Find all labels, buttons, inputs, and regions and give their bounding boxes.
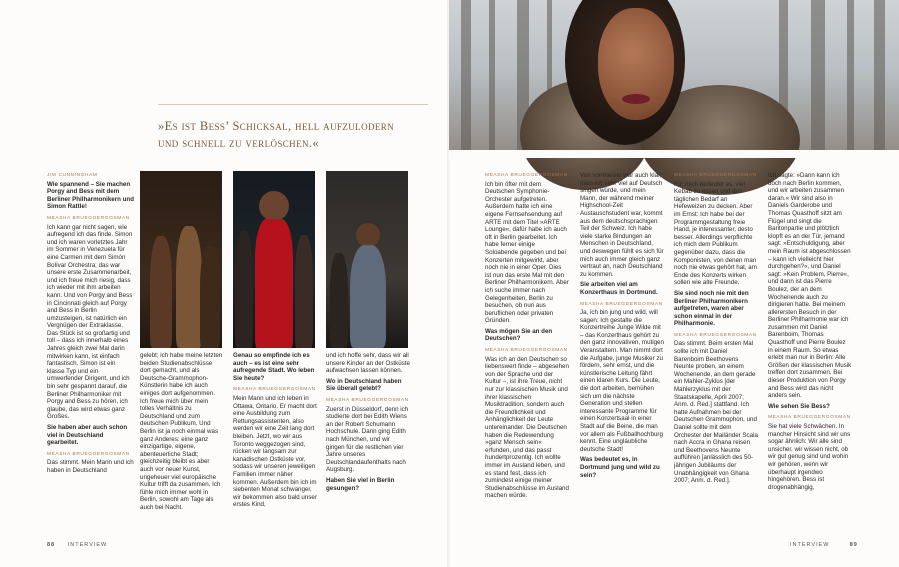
speaker-label: JIM CUNNINGHAM xyxy=(47,173,98,178)
portrait-lips xyxy=(622,94,650,104)
page-number-left: 88 xyxy=(47,542,56,548)
answer-paragraph: Ich sagte: »Dann kann ich doch nach Berlin kommen, und wir arbeiten zusammen daran.« Wir sind also in Daniels Garderobe und Thomas Quasthoff sitzt am Flügel und singt die Baritonpartie und plötzlich klopft es an der Tür, jemand sagt: »Entschuldigung, aber mein Raum ist abgeschlossen – kann ich vielleicht hier durchgehen?«, und Daniel sagt: »Kein Problem, Pierre«, und dann ist das Pierre Boulez, der an dem Wochenende auch zu dirigieren hatte. Bei meinem allerersten Besuch in der Berliner Philharmonie war ich zusammen mit Daniel Barenboim, Thomas Quasthoff und Pierre Boulez in einem Raum. So etwas erlebt man nur in Berlin: Alle Größen der klassischen Musik treffen dort zusammen. Bei dieser Produktion von Porgy and Bess wird das nicht anders sein. xyxy=(768,172,852,400)
answer-paragraph: Ja, ich bin jung und wild, will sagen: Ich gestalte die Konzertreihe Junge Wilde mit – das Konzerthaus gehört zu den ganz innovativen, mutigen Veranstaltern. Man nimmt dort die Aufgabe, junge Musiker zu fördern, sehr ernst, und die künstlerische Leitung fährt einen klaren Kurs. Die Leute, die dort arbeiten, bemühen sich um die nächste Generation und stellen interessante Programme für einen Konzertsaal in einer Stadt auf die Beine, die man vor allem als Fußballhochburg kennt. Eine ungláubliche deutsche Stadt! xyxy=(580,309,664,453)
answer-paragraph: Zuerst in Düsseldorf, denn ich studierte dort bei Edith Wiens an der Robert Schumann Hochschule. Dann ging Edith nach München, und wir gingen für die restlichen vier Jahre unseres Deutschlandaufenthalts nach Augsburg. xyxy=(326,405,409,474)
speaker-label: MEASHA BRUEGGERGOSMAN xyxy=(485,173,568,178)
answer-paragraph: gelebt; ich habe meine letzten beiden Studienabschlüsse dort gemacht, und als Deutsche-Grammophon-Künstlerin habe ich auch einiges dort aufgenommen. Ich freue mich über mein tolles Verhältnis zu Deutschland und zum deutschen Publikum. Und Berlin ist ja noch einmal was ganz Anderes: eine ganz einzigartige, eigene, abenteuerliche Stadt; gleichzeitig bleibt es aber auch vor neuer Kunst, ungeheuer viel europäische Kultur trifft da zusammen. Ich fühle mich immer wohl in Berlin, sowohl am Tage als auch bei Nacht. xyxy=(140,352,223,511)
column-1 xyxy=(47,172,134,478)
column-6 xyxy=(580,172,664,483)
page-number-right: 89 xyxy=(849,542,858,548)
question: Sie arbeiten viel am Konzerthaus in Dortmund. xyxy=(580,281,658,296)
answer-paragraph: Sie hat viele Schwächen. In mancher Hinsicht sind wir uns sogar ähnlich: Wir alle sind unsicher, wir wissen nicht, ob wir gut genug sind und wohin wir gehören, wenn wir überhaupt irgendwo hingehören. Bess ist drogenabhängig, xyxy=(768,423,851,491)
photo-bottom-edge xyxy=(449,150,899,158)
question: Genau so empfinde ich es auch – es ist eine sehr aufregende Stadt. Wo leben Sie heute? xyxy=(233,352,315,382)
answer-paragraph: Von vornherein war auch klar, dass ich sehr viel auf Deutsch singen würde, und mein Mann, der während meiner Highschool-Zeit Austauschstudent war, kommt aus dem deutschsprachigen Teil der Schweiz. Ich habe viele starke Bindungen an Menschen in Deutschland, und deswegen fühlt es sich für mich auch immer gleich ganz vertraut an, nach Deutschland zu kommen. xyxy=(580,172,664,278)
stage-photo-1 xyxy=(140,171,222,348)
answer-paragraph: und ich hoffe sehr, dass wir all unsere Kinder an der Ostküste aufwachsen lassen können. xyxy=(326,352,410,375)
speaker-label: MEASHA BRUEGGERGOSMAN xyxy=(47,451,130,457)
speaker-label: MEASHA BRUEGGERGOSMAN xyxy=(233,387,316,393)
speaker-label: MEASHA BRUEGGERGOSMAN xyxy=(47,215,130,221)
question: Was mögen Sie an den Deutschen? xyxy=(485,327,553,343)
answer-paragraph: Mein Mann und ich leben in Ottawa, Ontario. Er macht dort eine Ausbildung zum Rettungsassistenten, also werden wir eine Zeit lang dort bleiben. Jetzt, wo wir aus Toronto weggezogen sind, rücken wir langsam zur kanadischen Ostküste vor, sodass wir unseren jeweiligen Familien immer näher kommen. Außerdem bin ich im siebenten Monat schwanger, wir bekommen also bald unser erstes Kind, xyxy=(233,394,317,509)
answer-paragraph: Ich bin öfter mit dem Deutschen Symphonie-Orchester aufgetreten. Außerdem hatte ich eine eigene Fernsehsendung auf ARTE mit dem Titel »ARTE Lounge«, dafür habe ich auch oft in Berlin gearbeitet. Ich habe ferner einige Soloabende gegeben und bei Konzerten mitgewirkt, aber noch nie in einer Oper. Dies ist nun das erste Mal mit den Berliner Philharmonikern. Aber ich suche immer nach Gelegenheiten, Berlin zu besuchen, ob nun aus beruflichen oder privaten Gründen. xyxy=(485,180,569,325)
answer-paragraph: Was ich an den Deutschen so liebenswert finde – abgesehen von der Sprache und der Kultur –, ist ihre Treue, nicht nur zur klassischen Musik und ihrer klassischen Musiktradition, sondern auch die Freundlichkeit und Anhänglichkeit der Leute untereinander. Die Deutschen haben die Redewendung »ganz Mensch sein« erfunden, und das passt hundertprozentig. Ich wollte immer im Ausland leben, und es stand fest, dass ich zumindest einige meiner Studienabschlüsse im Ausland machen würde. xyxy=(485,355,569,500)
question: Sie sind noch nie mit den Berliner Philharmonikern aufgetreten, waren aber schon einmal in der Philharmonie. xyxy=(674,289,749,328)
answer-paragraph: Das stimmt. Mein Mann und ich haben in Deutschland xyxy=(47,459,134,474)
answer-paragraph: Für mich bedeutet es, viel Kebab zu essen und den täglichen Bedarf an Hefeweizen zu decken. Aber im Ernst: Ich habe bei der Programmgestaltung freie Hand, je interessanter, desto besser. Allerdings verpflichte ich mich dem Publikum gegenüber dazu, dass die Komponisten, von denen man noch nie etwas gehört hat, am Ende des Konzerts wirken sollen wie alte Freunde. xyxy=(674,180,757,287)
column-8 xyxy=(768,172,852,494)
speaker-label: MEASHA BRUEGGERGOSMAN xyxy=(485,348,568,354)
column-4 xyxy=(326,352,410,496)
speaker-label: MEASHA BRUEGGERGOSMAN xyxy=(580,301,663,307)
column-5 xyxy=(485,172,569,503)
column-2 xyxy=(140,352,224,514)
question: Wie sehen Sie Bess? xyxy=(768,402,830,410)
question: Haben Sie viel in Berlin gesungen? xyxy=(326,476,395,492)
answer-paragraph: Ich kann gar nicht sagen, wie aufregend ich das finde. Simon und ich waren vorletztes Jahr im Sommer in Venezuela für eine Carmen mit dem Simón Bolívar Orchestra; das war unsere erste Zusammenarbeit, und ich freue mich riesig, dass ich wieder mit ihm arbeiten kann. Und von Porgy and Bess in Cincinnati gleich auf Porgy and Bess in Berlin umzusteigen, ist natürlich ein Vergnügen der Extraklasse. Das Stück ist so großartig und toll – dass ich innerhalb eines Jahres gleich zwei Mal darin mitwirken kann, ist einfach fantastisch. Simon ist ein klasse Typ und ein umwerfender Dirigent, und ich bin sehr gespannt darauf, die Berliner Philharmoniker mit Porgy and Bess zu hören, ich glaube, das wird etwas ganz Großes. xyxy=(47,223,133,421)
column-7 xyxy=(674,172,758,488)
question: Wo in Deutschland haben Sie überall gelebt? xyxy=(326,377,402,393)
speaker-label: MEASHA BRUEGGERGOSMAN xyxy=(326,397,409,403)
section-label-right: INTERVIEW xyxy=(790,542,830,548)
answer-paragraph: Das stimmt. Beim ersten Mal sollte ich mit Daniel Barenboim Beethovens Neunte proben, an einem Wochenende, an dem gerade ein Mahler-Zyklus [der Mahlerzyklus mit der Staatskapelle, April 2007; Anm. d. Red.] stattfand. Ich hatte Aufnahmen bei der Deutschen Grammophon, und Daniel sollte mit dem Orchester der Mailänder Scala nach Accra in Ghana reisen und Beethovens Neunte aufführen [anlässlich des 50-jährigen Jubiläums der Unabhängigkeit von Ghana 2007; Anm. d. Red.]. xyxy=(674,340,758,485)
quote-rule xyxy=(158,104,428,105)
stage-photo-2 xyxy=(233,171,315,348)
question: Wie spannend – Sie machen Porgy and Bess mit dem Berliner Philharmonikern und Simon Rattle! xyxy=(47,180,134,211)
speaker-label: MEASHA BRUEGGERGOSMAN xyxy=(674,332,757,338)
question: Sie haben aber auch schon viel in Deutschland gearbeitet. xyxy=(47,424,128,447)
stage-photo-3 xyxy=(326,171,408,348)
speaker-label: MEASHA BRUEGGERGOSMAN xyxy=(768,415,851,421)
question: Was bedeutet es, in Dortmund jung und wild zu sein? xyxy=(580,456,660,479)
pull-quote: »Es ist Bess’ Schicksal, hell aufzulodern und schnell zu verlöschen.« xyxy=(158,119,395,150)
footer-right xyxy=(790,542,858,548)
footer-left xyxy=(47,542,107,548)
section-label-left: INTERVIEW xyxy=(67,542,108,548)
column-3 xyxy=(233,352,317,512)
speaker-label: MEASHA BRUEGGERGOSMAN xyxy=(674,173,757,178)
